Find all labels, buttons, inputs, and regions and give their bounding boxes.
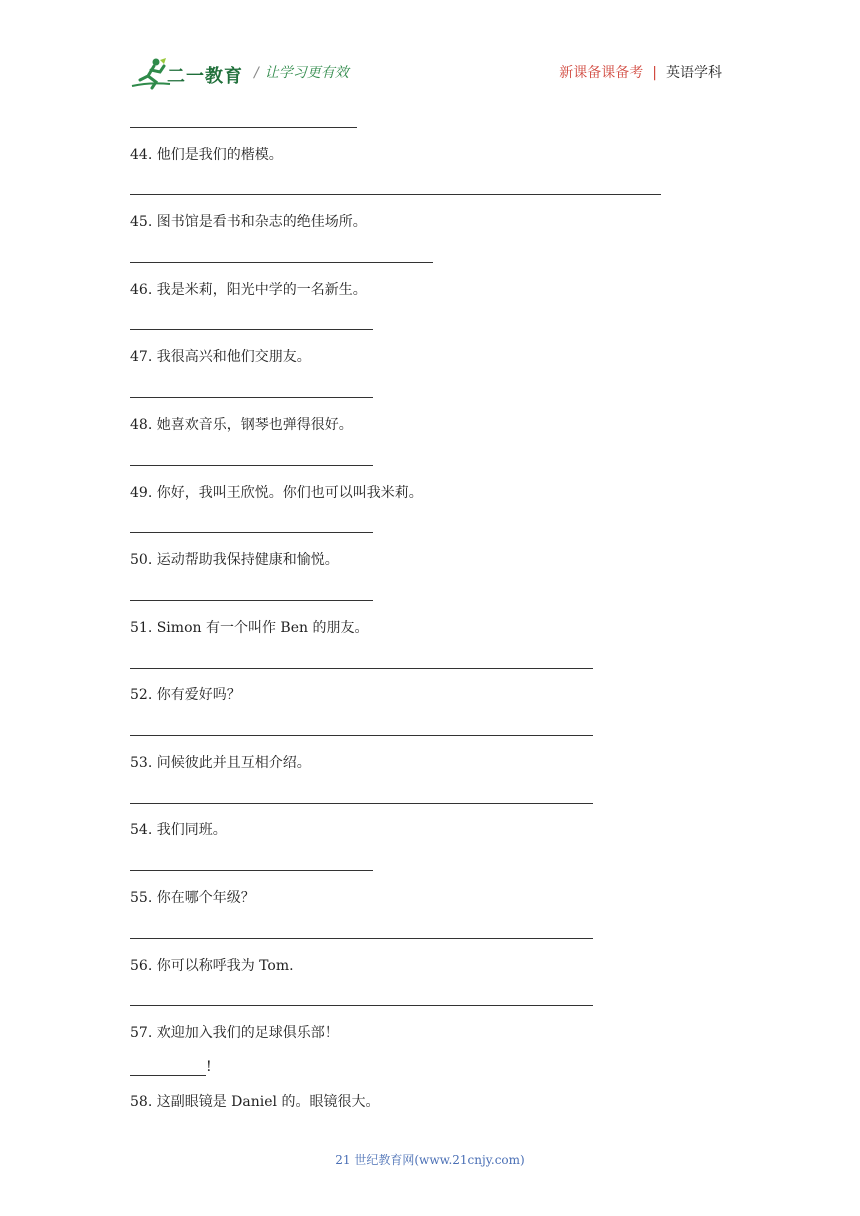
question-54 [130, 821, 227, 839]
question-number: 51. [130, 620, 153, 636]
subject-label: 英语学科 [666, 65, 722, 81]
question-48 [130, 416, 353, 434]
slogan-text: 让学习更有效 [264, 65, 349, 81]
answer-line[interactable] [130, 465, 373, 466]
question-number: 44. [130, 147, 153, 163]
question-number: 49. [130, 485, 153, 501]
question-text: 运动帮助我保持健康和愉悦。 [156, 552, 339, 568]
question-51 [130, 619, 368, 637]
question-58 [130, 1093, 379, 1111]
question-text: 图书馆是看书和杂志的绝佳场所。 [156, 214, 367, 230]
logo-text: 二一教育 [167, 66, 243, 87]
question-47 [130, 348, 311, 366]
question-number: 46. [130, 282, 153, 298]
question-53 [130, 754, 311, 772]
question-text: 你可以称呼我为 Tom. [156, 958, 294, 974]
question-text: 这副眼镜是 Daniel 的。眼镜很大。 [156, 1094, 380, 1110]
answer-line[interactable] [130, 397, 373, 398]
answer-line[interactable] [130, 329, 373, 330]
question-55 [130, 889, 255, 907]
answer-line[interactable] [130, 194, 661, 195]
question-text: 我们同班。 [156, 822, 227, 838]
header-right [559, 62, 722, 82]
question-number: 53. [130, 755, 153, 771]
question-number: 50. [130, 552, 153, 568]
answer-line[interactable] [130, 127, 357, 128]
question-number: 57. [130, 1025, 153, 1041]
course-label: 新课备课备考 [559, 65, 644, 81]
answer-line[interactable] [130, 600, 373, 601]
question-number: 58. [130, 1094, 153, 1110]
answer-line[interactable] [130, 803, 593, 804]
question-text: 他们是我们的楷模。 [156, 147, 283, 163]
question-text: 我很高兴和他们交朋友。 [156, 349, 311, 365]
question-number: 54. [130, 822, 153, 838]
question-52 [130, 686, 241, 704]
page-footer: 21 世纪教育网(www.21cnjy.com) [335, 1153, 525, 1167]
answer-line[interactable] [130, 735, 593, 736]
question-text: 你有爱好吗？ [156, 687, 241, 703]
question-text: 你好，我叫王欣悦。你们也可以叫我米莉。 [156, 485, 423, 501]
question-number: 52. [130, 687, 153, 703]
question-number: 55. [130, 890, 153, 906]
question-number: 45. [130, 214, 153, 230]
question-text: 欢迎加入我们的足球俱乐部！ [156, 1025, 339, 1041]
question-44 [130, 146, 283, 164]
question-57 [130, 1024, 339, 1042]
slogan: / 让学习更有效 [254, 65, 349, 81]
question-text: 她喜欢音乐，钢琴也弹得很好。 [156, 417, 353, 433]
question-45 [130, 213, 367, 231]
question-56 [130, 957, 294, 975]
question-text: 问候彼此并且互相介绍。 [156, 755, 311, 771]
answer-blank-57[interactable] [130, 1058, 212, 1076]
answer-line[interactable] [130, 1005, 593, 1006]
question-number: 47. [130, 349, 153, 365]
answer-line[interactable] [130, 668, 593, 669]
blank-underline[interactable] [130, 1059, 206, 1076]
question-number: 56. [130, 958, 153, 974]
question-text: 你在哪个年级？ [156, 890, 255, 906]
question-50 [130, 551, 339, 569]
header-divider: | [652, 65, 657, 81]
answer-line[interactable] [130, 262, 433, 263]
question-46 [130, 281, 367, 299]
page-header [0, 0, 860, 100]
answer-line[interactable] [130, 532, 373, 533]
question-number: 48. [130, 417, 153, 433]
question-text: Simon 有一个叫作 Ben 的朋友。 [156, 620, 369, 636]
question-49 [130, 484, 423, 502]
blank-suffix: ! [206, 1059, 212, 1075]
answer-line[interactable] [130, 870, 373, 871]
question-text: 我是米莉，阳光中学的一名新生。 [156, 282, 367, 298]
answer-line[interactable] [130, 938, 593, 939]
